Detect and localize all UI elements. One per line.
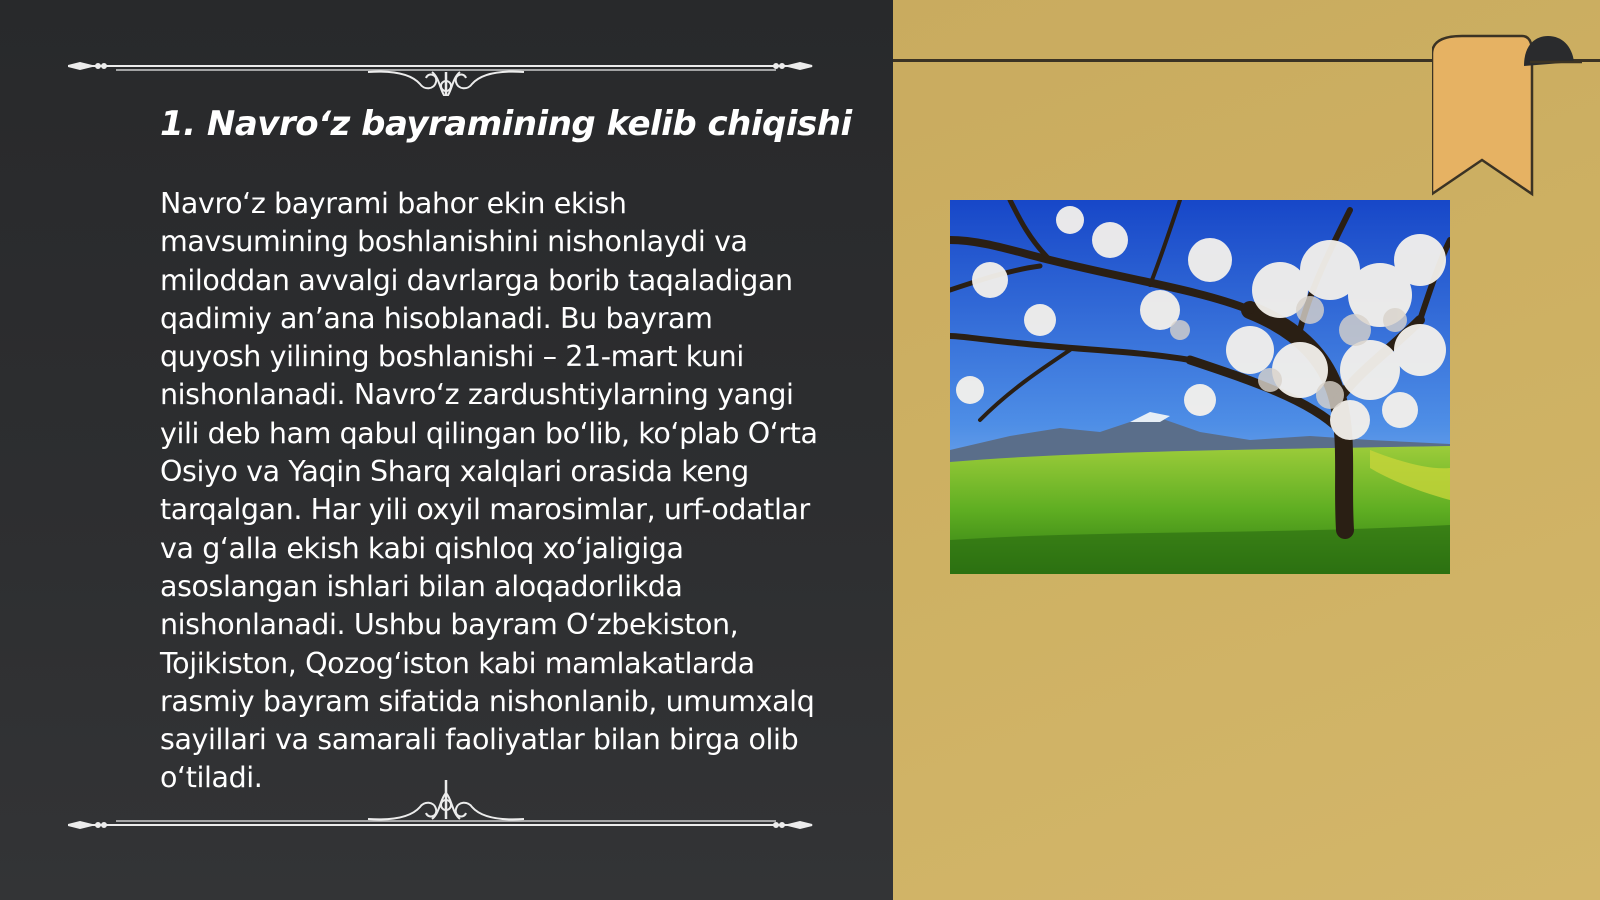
slide-title: 1. Navro‘z bayramining kelib chiqishi (160, 104, 852, 144)
bottom-ornamental-divider (68, 770, 824, 830)
bookmark-ribbon-icon (1432, 34, 1600, 200)
top-ornamental-divider (68, 36, 824, 96)
spring-tree-photo (950, 200, 1450, 574)
slide-body-text: Navro‘z bayrami bahor ekin ekish mavsumining boshlanishini nishonlaydi va miloddan avvalgi davrlarga borib taqaladigan qadimiy an’ana hisoblanadi. Bu bayram quyosh yilining boshlanishi – 21-mart kuni nishonlanadi. Navro‘z zardushtiylarning yangi yili deb ham qabul qilingan bo‘lib, ko‘plab O‘rta Osiyo va Yaqin Sharq xalqlari orasida keng tarqalgan. Har yili oxyil marosimlar, urf-odatlar va g‘alla ekish kabi qishloq xo‘jaligiga asoslangan ishlari bilan aloqadorlikda nishonlanadi. Ushbu bayram O‘zbekiston, Tojikiston, Qozog‘iston kabi mamlakatlarda rasmiy bayram sifatida nishonlanib, umumxalq sayillari va samarali faoliyatlar bilan birga olib o‘tiladi. (160, 187, 818, 795)
